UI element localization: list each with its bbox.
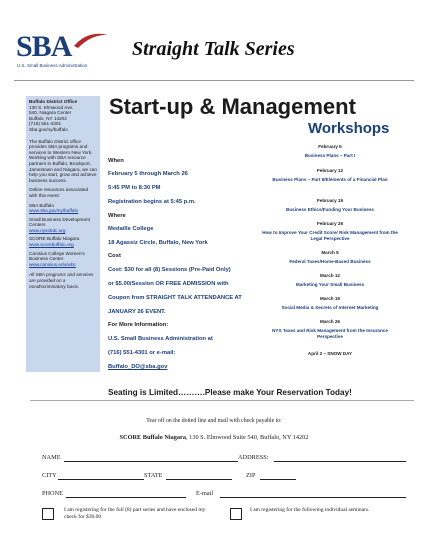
- main-subtitle: Workshops: [308, 120, 390, 137]
- tear-off-divider: [30, 400, 414, 401]
- schedule-date: February 26: [316, 221, 344, 226]
- schedule-topic: Business Ethics/Funding Your Business: [286, 207, 374, 213]
- schedule-topic: Marketing Your Small Business: [295, 282, 365, 288]
- resource-link[interactable]: www.scorebuffalo.org: [29, 242, 74, 248]
- snow-day-note: April 2 – SNOW DAY: [307, 351, 353, 356]
- schedule-date: March 5: [321, 250, 339, 255]
- schedule-topic: Business Plans – Part I: [304, 153, 356, 159]
- schedule-date: March 12: [320, 273, 340, 278]
- zip-field[interactable]: [260, 479, 296, 480]
- city-field[interactable]: [58, 479, 144, 480]
- tagline: Seating is Limited……….Please make Your Reservation Today!: [108, 388, 352, 397]
- email-field[interactable]: [220, 497, 406, 498]
- when-label: When: [108, 158, 124, 164]
- address-line: (716) 551-4301: [29, 121, 62, 127]
- series-title: Straight Talk Series: [132, 38, 295, 60]
- schedule-item: [250, 273, 410, 288]
- resource-item: Canisius College Women's Business Center www.canisius.edu/wbc: [29, 250, 85, 267]
- info-label: For More Information:: [108, 322, 169, 328]
- state-field[interactable]: [166, 479, 232, 480]
- address-line: Sba.gov/ny/buffalo: [29, 126, 68, 132]
- schedule-topic: Federal Taxes/Home-Based Business: [289, 259, 371, 265]
- schedule-topic: NYS Taxes and Risk Management from the Insurance Perspective: [272, 328, 388, 339]
- logo-swoosh-icon: [72, 32, 110, 50]
- email-label: E-mail: [196, 490, 214, 497]
- event-dates: February 5 through March 26: [108, 171, 188, 177]
- resource-link[interactable]: www.sba.gov/ny/buffalo: [29, 208, 79, 214]
- header: [0, 0, 428, 78]
- resource-link[interactable]: www.canisius.edu/wbc: [29, 261, 76, 267]
- resource-item: SBA Buffalo www.sba.gov/ny/buffalo: [29, 202, 79, 214]
- schedule-topic: Social Media & Secrets of Internet Marketing: [281, 305, 379, 311]
- main-title: Start-up & Management: [109, 94, 356, 119]
- address-line: 540, Niagara Center: [29, 110, 72, 116]
- phone-label: PHONE: [42, 490, 63, 497]
- phone-field[interactable]: [66, 497, 186, 498]
- schedule-date: February 5: [318, 144, 342, 149]
- tear-instructions: Tear off on the dotted line and mail with check payable to:: [146, 418, 282, 424]
- office-name: Buffalo District Office: [29, 99, 78, 104]
- cost-line: Coupon from STRAIGHT TALK ATTENDANCE AT: [108, 295, 242, 301]
- state-label: STATE: [144, 472, 163, 479]
- individual-seminars-checkbox[interactable]: [230, 508, 242, 520]
- individual-seminars-option: I am registering for the following individual seminars.: [250, 507, 370, 513]
- schedule-date: March 26: [320, 319, 340, 324]
- office-block: [29, 99, 97, 133]
- address-line: 130 S. Elmwood Ave.: [29, 104, 74, 110]
- payee-name: SCORE Buffalo Niagara: [119, 434, 187, 441]
- info-line: (716) 551-4301 or e-mail:: [108, 350, 176, 356]
- venue: Medaille College: [108, 226, 154, 232]
- cost-line: or $5.00/Session OR FREE ADMISSION with: [108, 281, 229, 287]
- resource-item: Small Business Development Centers www.nyssbdc.org: [29, 216, 90, 233]
- resource-link[interactable]: www.nyssbdc.org: [29, 227, 66, 233]
- schedule-item: [250, 198, 410, 213]
- online-resources-label: Online resources associated with this event:: [29, 187, 89, 198]
- resource-item: SCORE Buffalo Niagara www.scorebuffalo.org: [29, 236, 80, 248]
- sidebar: [26, 96, 100, 372]
- schedule-item: [250, 319, 410, 339]
- info-line: U.S. Small Business Administration at: [108, 336, 213, 342]
- name-field[interactable]: [64, 461, 238, 462]
- schedule-item: [250, 144, 410, 159]
- schedule-date: February 12: [316, 168, 344, 173]
- where-label: Where: [108, 213, 126, 219]
- schedule-item: [250, 250, 410, 265]
- zip-label: ZIP: [246, 472, 256, 479]
- cost-line: JANUARY 26 EVENT.: [108, 309, 166, 315]
- address-field[interactable]: [274, 461, 406, 462]
- venue-address: 18 Agassiz Circle, Buffalo, New York: [108, 240, 208, 246]
- full-series-option: I am registering for the full (8) part series and have enclosed my check for $30.00: [64, 507, 206, 520]
- office-description: The Buffalo District office provides SBA programs and services to Western New York. Working with SBA resource partners in Buffalo, Brockport, Jamestown and Niagara, we can help you start, grow and achieve business success.: [29, 138, 98, 183]
- registration-form: [0, 404, 428, 554]
- full-series-checkbox[interactable]: [42, 508, 54, 520]
- contact-email-link[interactable]: Buffalo_DO@sba.gov: [108, 364, 168, 370]
- city-label: CITY: [42, 472, 57, 479]
- cost-label: Cost: [108, 253, 121, 259]
- schedule-date: March 19: [320, 296, 340, 301]
- logo-tagline: U.S. Small Business Administration: [17, 63, 88, 68]
- address-label: ADDRESS:: [238, 454, 269, 461]
- disclaimer: All SBA programs and services are provided on a nondiscriminatory basis.: [29, 272, 94, 289]
- schedule-date: February 19: [316, 198, 344, 203]
- logo-text: SBA: [16, 30, 72, 63]
- schedule-topic: Business Plans – Part II/Elements of a Financial Plan: [272, 177, 388, 183]
- schedule-item: [250, 168, 410, 183]
- schedule-item: [250, 221, 410, 241]
- cost-line: Cost: $30 for all (8) Sessions (Pre-Paid Only): [108, 267, 231, 273]
- address-line: Buffalo, NY 14202: [29, 115, 67, 121]
- payee-address: SCORE Buffalo Niagara, 130 S. Elmwood Suite 540, Buffalo, NY 14202: [119, 434, 309, 441]
- header-divider: [14, 80, 414, 81]
- schedule-item: [250, 296, 410, 311]
- event-time: 5:45 PM to 8:30 PM: [108, 185, 161, 191]
- schedule-topic: How to Improve Your Credit Score/ Risk Management from the Legal Perspective: [262, 230, 398, 241]
- sba-logo: [16, 32, 108, 66]
- name-label: NAME: [42, 454, 61, 461]
- registration-time: Registration begins at 5:45 p.m.: [108, 199, 196, 205]
